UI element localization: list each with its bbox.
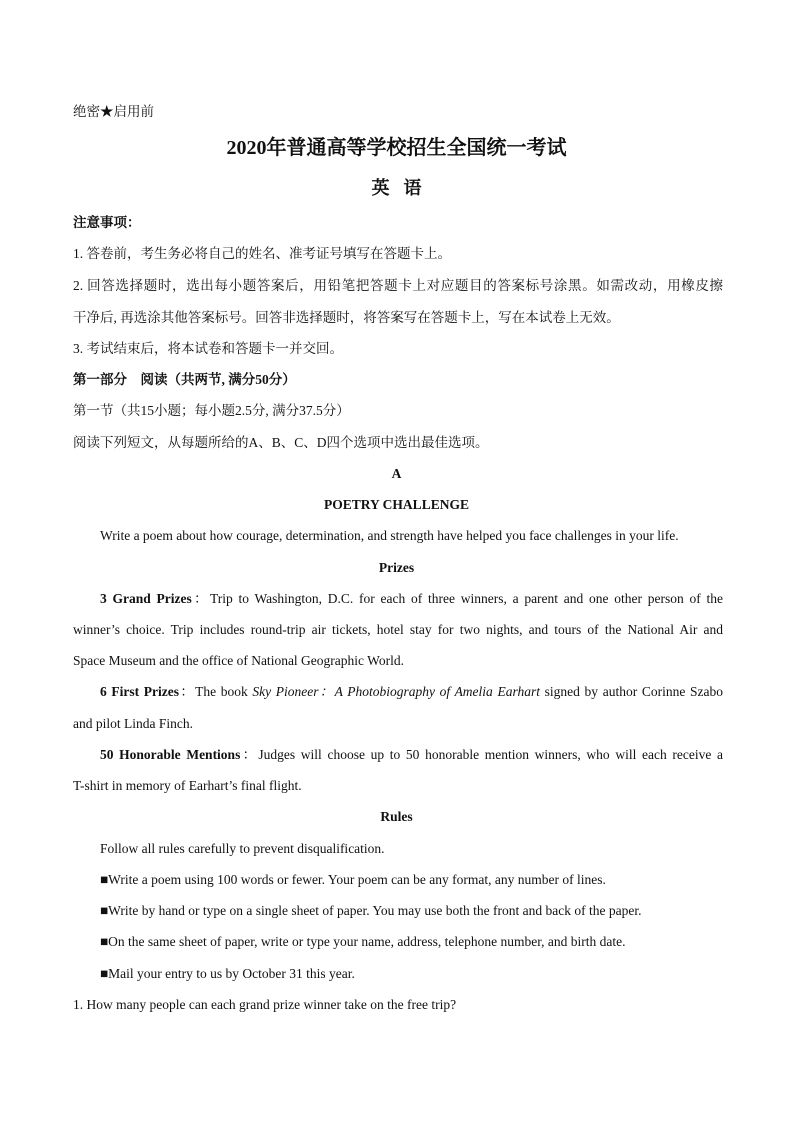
question-1: 1. How many people can each grand prize winner take on the free trip? <box>73 997 457 1012</box>
honorable-line-1 <box>100 746 723 764</box>
rule-item: ■Write by hand or type on a single sheet of paper. You may use both the front and back of the paper. <box>100 903 642 918</box>
grand-prize-label: 3 Grand Prizes <box>100 591 192 606</box>
rule-item: ■On the same sheet of paper, write or type your name, address, telephone number, and birth date. <box>100 934 626 949</box>
prizes-heading: Prizes <box>378 560 415 575</box>
reading-instruction: 阅读下列短文，从每题所给的A、B、C、D四个选项中选出最佳选项。 <box>73 435 489 450</box>
notice-item-2-line-2: 干净后, 再选涂其他答案标号。回答非选择题时，将答案写在答题卡上，写在本试卷上无效。 <box>73 310 620 325</box>
rules-intro: Follow all rules carefully to prevent disqualification. <box>100 841 385 856</box>
subject-title: 英语 <box>371 178 436 198</box>
first-prize-rest: signed by author Corinne Szabo <box>539 684 723 699</box>
honorable-line-2: T-shirt in memory of Earhart’s final flight. <box>73 778 302 793</box>
first-prize-line-2: and pilot Linda Finch. <box>73 716 193 731</box>
first-prize-sep: ：The book <box>179 684 253 699</box>
rules-heading: Rules <box>380 809 413 824</box>
honorable-text: ：Judges will choose up to 50 honorable mention winners, who will each receive a <box>240 747 723 762</box>
honorable-label: 50 Honorable Mentions <box>100 747 241 762</box>
notice-item-1: 1. 答卷前，考生务必将自己的姓名、准考证号填写在答题卡上。 <box>73 246 451 261</box>
exam-title: 2020年普通高等学校招生全国统一考试 <box>226 137 567 159</box>
passage-letter: A <box>391 466 402 481</box>
rule-item: ■Write a poem using 100 words or fewer. Your poem can be any format, any number of lines. <box>100 872 606 887</box>
grand-prize-line-1 <box>100 590 723 608</box>
grand-prize-line-3: Space Museum and the office of National Geographic World. <box>73 653 404 668</box>
part1-heading: 第一部分 阅读（共两节, 满分50分） <box>73 372 296 387</box>
first-prize-line-1 <box>100 683 723 701</box>
notice-item-2-line-1: 2. 回答选择题时，选出每小题答案后，用铅笔把答题卡上对应题目的答案标号涂黑。如需改动，用橡皮擦 <box>73 278 723 293</box>
first-prize-label: 6 First Prizes <box>100 684 180 699</box>
passage-intro: Write a poem about how courage, determination, and strength have helped you face challenges in your life. <box>100 528 679 543</box>
grand-prize-text: ：Trip to Washington, D.C. for each of three winners, a parent and one other person of the <box>191 591 723 606</box>
passage-title: POETRY CHALLENGE <box>324 497 469 512</box>
secret-label: 绝密★启用前 <box>73 104 154 119</box>
first-prize-book: Sky Pioneer：A Photobiography of Amelia Earhart <box>252 684 540 699</box>
notice-heading: 注意事项： <box>73 215 141 230</box>
rule-item: ■Mail your entry to us by October 31 this year. <box>100 966 355 981</box>
section1-heading: 第一节（共15小题；每小题2.5分, 满分37.5分） <box>73 403 350 418</box>
grand-prize-line-2: winner’s choice. Trip includes round-trip air tickets, hotel stay for two nights, and tours of the National Air and <box>73 622 723 637</box>
notice-item-3: 3. 考试结束后，将本试卷和答题卡一并交回。 <box>73 341 343 356</box>
